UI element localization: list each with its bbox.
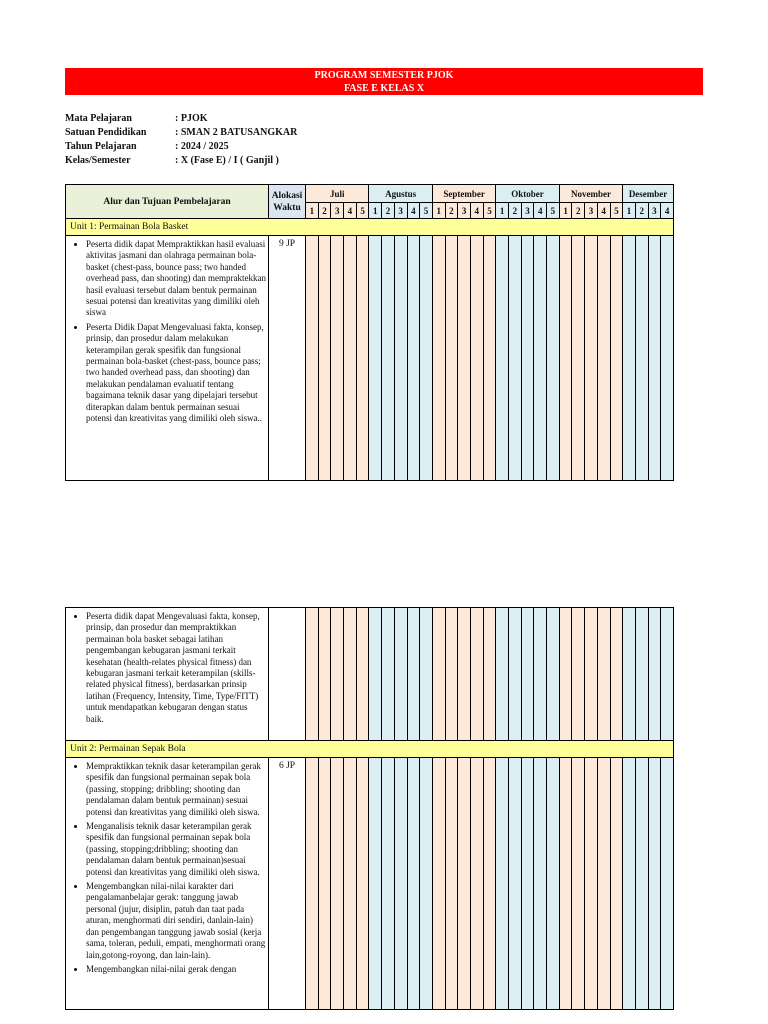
document-info xyxy=(65,112,297,168)
week-number: 5 xyxy=(610,203,623,219)
week-cell xyxy=(559,236,572,481)
week-number: 2 xyxy=(509,203,522,219)
week-cell xyxy=(407,236,420,481)
week-number: 4 xyxy=(534,203,547,219)
week-cell xyxy=(521,608,534,741)
week-number: 3 xyxy=(331,203,344,219)
week-cell xyxy=(496,758,509,1010)
week-cell xyxy=(458,236,471,481)
week-number: 2 xyxy=(382,203,395,219)
week-cell xyxy=(432,608,445,741)
week-cell xyxy=(470,608,483,741)
header-alokasi-waktu: Alokasi Waktu xyxy=(269,185,306,219)
week-number: 3 xyxy=(394,203,407,219)
week-cell xyxy=(344,758,357,1010)
learning-objective-row xyxy=(66,758,674,1010)
week-number: 3 xyxy=(648,203,661,219)
week-cell xyxy=(394,608,407,741)
week-cell xyxy=(572,608,585,741)
week-cell xyxy=(356,236,369,481)
week-cell xyxy=(445,608,458,741)
week-cell xyxy=(306,758,319,1010)
week-cell xyxy=(521,758,534,1010)
week-number: 2 xyxy=(445,203,458,219)
week-cell xyxy=(458,758,471,1010)
week-cell xyxy=(509,608,522,741)
info-value: : PJOK xyxy=(175,113,208,124)
learning-objective-row xyxy=(66,236,674,481)
objective-item: • Menganalisis teknik dasar keterampilan gerak spesifik dan fungsional permainan sepak bola (passing, stopping;dribbling; shooting dan pendalaman dalam bentuk permainan)sesuai potensi dan kreativitas yang dimiliki oleh siswa. xyxy=(86,821,266,878)
month-header: November xyxy=(559,185,622,203)
week-cell xyxy=(432,758,445,1010)
week-number: 4 xyxy=(597,203,610,219)
week-cell xyxy=(445,758,458,1010)
month-header: Desember xyxy=(623,185,674,203)
info-value: : 2024 / 2025 xyxy=(175,141,229,152)
week-number: 2 xyxy=(572,203,585,219)
week-cell xyxy=(534,608,547,741)
week-cell xyxy=(369,758,382,1010)
week-cell xyxy=(382,236,395,481)
week-cell xyxy=(356,608,369,741)
week-cell xyxy=(572,758,585,1010)
header-alur-tujuan: Alur dan Tujuan Pembelajaran xyxy=(66,185,269,219)
objective-item: • Mempraktikkan teknik dasar keterampilan gerak spesifik dan fungsional permainan sepak bola (passing, stopping; dribbling; shooting dan pendalaman dalam bentuk permainan) sesuai potensi dan kreativitas yang dimiliki oleh siswa. xyxy=(86,761,266,818)
week-cell xyxy=(534,758,547,1010)
week-number: 3 xyxy=(458,203,471,219)
week-cell xyxy=(483,758,496,1010)
week-number: 3 xyxy=(521,203,534,219)
week-number: 4 xyxy=(344,203,357,219)
week-cell xyxy=(585,236,598,481)
week-number: 5 xyxy=(547,203,560,219)
week-cell xyxy=(407,608,420,741)
objective-item: • Mengembangkan nilai-nilai gerak dengan xyxy=(86,964,266,975)
week-number: 1 xyxy=(432,203,445,219)
week-cell xyxy=(318,236,331,481)
semester-table-page-1 xyxy=(65,184,674,481)
week-cell xyxy=(648,236,661,481)
title-banner xyxy=(65,68,703,95)
week-number: 5 xyxy=(483,203,496,219)
info-row xyxy=(65,154,297,168)
week-cell xyxy=(470,758,483,1010)
week-cell xyxy=(420,758,433,1010)
week-cell xyxy=(534,236,547,481)
unit-title: Unit 2: Permainan Sepak Bola xyxy=(66,741,674,758)
week-cell xyxy=(420,236,433,481)
learning-objective-row xyxy=(66,608,674,741)
week-number: 4 xyxy=(407,203,420,219)
week-cell xyxy=(407,758,420,1010)
week-cell xyxy=(509,236,522,481)
title-line-1: PROGRAM SEMESTER PJOK xyxy=(314,70,454,81)
week-cell xyxy=(509,758,522,1010)
week-cell xyxy=(623,608,636,741)
week-cell xyxy=(623,236,636,481)
week-cell xyxy=(382,758,395,1010)
week-cell xyxy=(635,758,648,1010)
objective-cell xyxy=(66,758,269,1010)
week-cell xyxy=(547,608,560,741)
week-cell xyxy=(635,608,648,741)
week-cell xyxy=(331,758,344,1010)
week-number: 2 xyxy=(318,203,331,219)
week-cell xyxy=(559,758,572,1010)
week-cell xyxy=(496,236,509,481)
week-cell xyxy=(661,608,674,741)
info-value: : X (Fase E) / I ( Ganjil ) xyxy=(175,155,279,166)
week-cell xyxy=(344,608,357,741)
week-cell xyxy=(331,236,344,481)
week-cell xyxy=(572,236,585,481)
info-value: : SMAN 2 BATUSANGKAR xyxy=(175,127,298,138)
week-cell xyxy=(521,236,534,481)
week-cell xyxy=(547,758,560,1010)
month-header: Oktober xyxy=(496,185,559,203)
month-header: Agustus xyxy=(369,185,432,203)
objective-item: • Peserta Didik Dapat Mengevaluasi fakta, konsep, prinsip, dan prosedur dalam melakukan keterampilan gerak spesifik dan fungsional permainan bola-basket (chest-pass, bounce pass; two handed overhead pass, dan shooting) dan melakukan pendalaman evaluatif tentang bagaimana teknik dasar yang dipelajari tersebut diterapkan dalam bentuk permainan sesuai potensi dan kreativitas yang dimiliki oleh siswa.. xyxy=(86,322,266,425)
week-number: 3 xyxy=(585,203,598,219)
week-cell xyxy=(635,236,648,481)
week-number: 5 xyxy=(356,203,369,219)
info-row xyxy=(65,140,297,154)
title-line-2: FASE E KELAS X xyxy=(343,83,425,94)
unit-row xyxy=(66,741,674,758)
objective-item: • Mengembangkan nilai-nilai karakter dari pengalamanbelajar gerak: tanggung jawab personal (jujur, disiplin, patuh dan taat pada aturan, menghormati diri sendiri, danlain-lain) dan pengembangan tanggung jawab sosial (kerja sama, toleran, peduli, empati, menghormati orang lain,gotong-royong, dan lain-lain). xyxy=(86,881,266,961)
week-cell xyxy=(547,236,560,481)
unit-title: Unit 1: Permainan Bola Basket xyxy=(66,219,674,236)
time-allocation xyxy=(269,608,306,741)
week-cell xyxy=(394,236,407,481)
unit-row xyxy=(66,219,674,236)
info-row xyxy=(65,126,297,140)
week-cell xyxy=(585,758,598,1010)
info-label: Tahun Pelajaran xyxy=(65,141,137,152)
week-cell xyxy=(585,608,598,741)
week-cell xyxy=(496,608,509,741)
week-cell xyxy=(369,608,382,741)
week-number: 1 xyxy=(369,203,382,219)
week-cell xyxy=(610,236,623,481)
objective-cell xyxy=(66,608,269,741)
week-cell xyxy=(420,608,433,741)
week-cell xyxy=(597,608,610,741)
week-cell xyxy=(661,758,674,1010)
week-cell xyxy=(661,236,674,481)
week-cell xyxy=(382,608,395,741)
week-cell xyxy=(610,758,623,1010)
week-cell xyxy=(445,236,458,481)
semester-table-page-2 xyxy=(65,607,674,1010)
week-cell xyxy=(483,236,496,481)
month-header: Juli xyxy=(306,185,369,203)
week-cell xyxy=(306,236,319,481)
week-cell xyxy=(432,236,445,481)
week-number: 1 xyxy=(306,203,319,219)
week-cell xyxy=(648,758,661,1010)
week-cell xyxy=(318,608,331,741)
week-cell xyxy=(648,608,661,741)
week-cell xyxy=(458,608,471,741)
week-number: 4 xyxy=(661,203,674,219)
week-cell xyxy=(318,758,331,1010)
week-cell xyxy=(331,608,344,741)
time-allocation: 6 JP xyxy=(269,758,306,1010)
week-cell xyxy=(483,608,496,741)
week-cell xyxy=(597,236,610,481)
week-number: 4 xyxy=(470,203,483,219)
month-header: September xyxy=(432,185,495,203)
week-number: 1 xyxy=(496,203,509,219)
info-label: Kelas/Semester xyxy=(65,155,131,166)
week-cell xyxy=(306,608,319,741)
week-cell xyxy=(623,758,636,1010)
info-row xyxy=(65,112,297,126)
week-cell xyxy=(559,608,572,741)
info-label: Satuan Pendidikan xyxy=(65,127,147,138)
week-cell xyxy=(470,236,483,481)
week-number: 2 xyxy=(635,203,648,219)
week-number: 1 xyxy=(559,203,572,219)
week-cell xyxy=(369,236,382,481)
week-cell xyxy=(610,608,623,741)
week-number: 5 xyxy=(420,203,433,219)
objective-cell xyxy=(66,236,269,481)
week-cell xyxy=(356,758,369,1010)
info-label: Mata Pelajaran xyxy=(65,113,132,124)
week-cell xyxy=(344,236,357,481)
time-allocation: 9 JP xyxy=(269,236,306,481)
week-cell xyxy=(597,758,610,1010)
week-number: 1 xyxy=(623,203,636,219)
objective-item: • Peserta didik dapat Mempraktikkan hasil evaluasi aktivitas jasmani dan olahraga permainan bola-basket (chest-pass, bounce pass; two handed overhead pass, dan shooting) dan mempraktekkan hasil evaluasi tersebut dalam bentuk permainan sesuai potensi dan kreativitas yang dimiliki oleh siswa xyxy=(86,239,266,319)
objective-item: • Peserta didik dapat Mengevaluasi fakta, konsep, prinsip, dan prosedur dan mempraktikkan permainan bola basket sebagai latihan pengembangan kebugaran jasmani terkait kesehatan (health-relates physical fitness) dan kebugaran jasmani terkait keterampilan (skills- related physical fitness), berdasarkan prinsip latihan (Frequency, Intensity, Time, Type/FITT) untuk mendapatkan kebugaran dengan status baik. xyxy=(86,611,266,725)
week-cell xyxy=(394,758,407,1010)
